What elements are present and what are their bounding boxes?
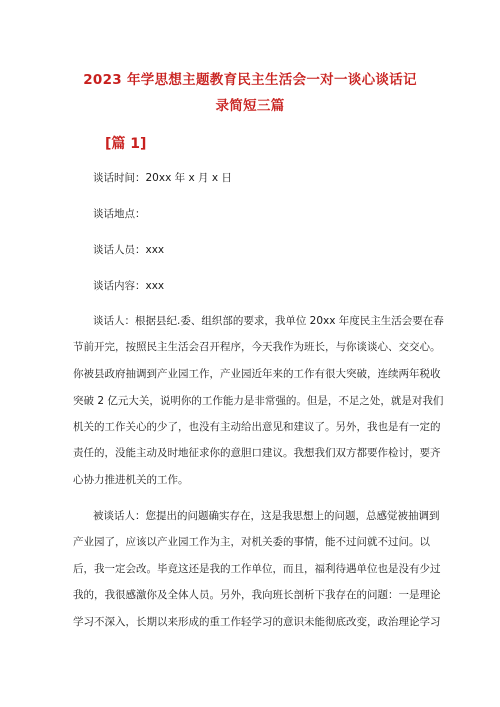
paragraph2-line: 我的，我很感激你及全体人员。另外，我向班长剖析下我存在的问题：一是理论: [73, 589, 441, 601]
paragraph1-line: 节前开完，按照民主生活会召开程序，今天我作为班长，与你谈谈心、交交心。: [73, 341, 441, 353]
paragraph1-line: 谈话人：根据县纪.委、组织部的要求，我单位 20xx 年度民主生活会要在春: [93, 315, 444, 327]
paragraph2-line: 学习不深入，长期以来形成的重工作轻学习的意识未能彻底改变，政治理论学习: [73, 616, 441, 628]
paragraph1-line: 机关的工作关心的少了，也没有主动给出意见和建议了。另外，我也是有一定的: [73, 421, 441, 433]
paragraph2-line: 后，我一定会改。毕竟这还是我的工作单位，而且，福利待遇单位也是没有少过: [73, 563, 441, 575]
meta-content: 谈话内容：xxx: [93, 280, 165, 292]
meta-people: 谈话人员：xxx: [93, 244, 165, 256]
section-label: [篇 1]: [105, 136, 147, 152]
paragraph1-line: 你被县政府抽调到产业园工作，产业园近年来的工作有很大突破，连续两年税收: [73, 368, 441, 380]
meta-place: 谈话地点：: [93, 208, 146, 220]
document-title-line-1: 2023 年学思想主题教育民主生活会一对一谈心谈话记: [83, 72, 417, 88]
paragraph1-line: 心协力推进机关的工作。: [73, 474, 189, 486]
paragraph2-line: 产业园了，应该以产业园工作为主，对机关委的事情，能不过问就不过问。以: [73, 536, 430, 548]
meta-time: 谈话时间：20xx 年 x 月 x 日: [93, 172, 232, 184]
paragraph1-line: 突破 2 亿元大关，说明你的工作能力是非常强的。但是，不足之处，就是对我们: [73, 395, 444, 407]
paragraph1-line: 责任的，没能主动及时地征求你的意胆口建议。我想我们双方都要作检讨，要齐: [73, 447, 441, 459]
document-title-line-2: 录简短三篇: [215, 98, 285, 114]
paragraph2-line: 被谈话人：您提出的问题确实存在，这是我思想上的问题，总感觉被抽调到: [93, 510, 440, 522]
